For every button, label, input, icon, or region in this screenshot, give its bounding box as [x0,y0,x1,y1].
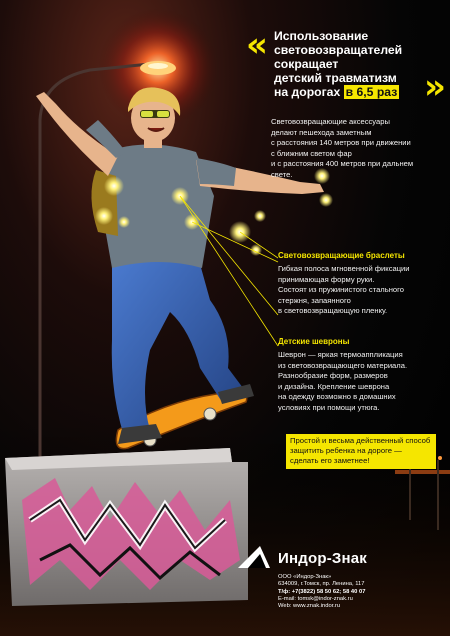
contact-email[interactable]: E-mail: tomsk@indor-znak.ru [278,595,353,602]
contact-line: 634009, г.Томск, пр. Ленина, 117 [278,581,365,588]
intro-line: и с расстояния 400 метров при дальнем [271,159,414,169]
intro-line: делают пешехода заметным [271,127,372,137]
intro-line: с ближним светом фар [271,148,352,158]
chevrons-title: Детские шевроны [278,337,350,346]
company-logo-icon [234,544,274,570]
chevrons-description [278,350,443,414]
bracelets-line: Гибкая полоса мгновенной фиксации [278,264,410,273]
chevrons-line: условиях при помощи утюга. [278,402,380,412]
bracelets-line: в световозвращающую пленку. [278,306,388,316]
skater-head [128,87,180,148]
graffiti-wall [5,448,248,606]
callout-line: Простой и весьма действенный способ [290,436,431,445]
intro-line: с расстояния 140 метров при движении [271,138,411,148]
bracelets-description [278,264,443,317]
bracelets-line: стержня, запаянного [278,295,351,305]
intro-paragraph [271,117,441,181]
headline [274,29,424,99]
bracelets-title: Световозвращающие браслеты [278,251,405,260]
bracelets-line: принимающая форму руки. [278,274,375,284]
headline-line: детский травматизм [274,71,397,85]
callout-box [286,434,436,469]
headline-line [274,85,424,99]
intro-line: свете. [271,169,293,179]
headline-highlight: в 6,5 раз [345,85,398,99]
callout-line: защитить ребенка на дороге — [290,446,402,456]
callout-line: сделать его заметнее! [290,456,370,466]
bracelets-line: Состоят из пружинистого стального [278,285,404,295]
headline-line: сокращает [274,57,339,71]
chevrons-line: Разнообразие форм, размеров [278,371,388,381]
company-name: Индор-Знак [278,550,367,567]
intro-line: Световозвращающие аксессуары [271,117,390,126]
headline-pre: на дорогах [274,85,341,99]
chevrons-line: на одежду возможно в домашних [278,392,396,402]
headline-line: Использование [274,29,369,43]
chevrons-line: и дизайна. Крепление шеврона [278,381,390,391]
quote-open: « [246,25,268,65]
company-contacts [278,574,418,610]
headline-line: световозвращателей [274,43,403,57]
contact-phone: Т/ф: +7(3822) 58 50 62; 58 40 07 [278,588,366,595]
quote-close: » [424,67,446,107]
chevrons-line: Шеврон — яркая термоаппликация [278,350,403,359]
contact-web[interactable]: Web: www.znak.indor.ru [278,603,341,610]
contact-line: ООО «Индор-Знак» [278,574,332,580]
chevrons-line: из световозвращающего материала. [278,360,408,370]
